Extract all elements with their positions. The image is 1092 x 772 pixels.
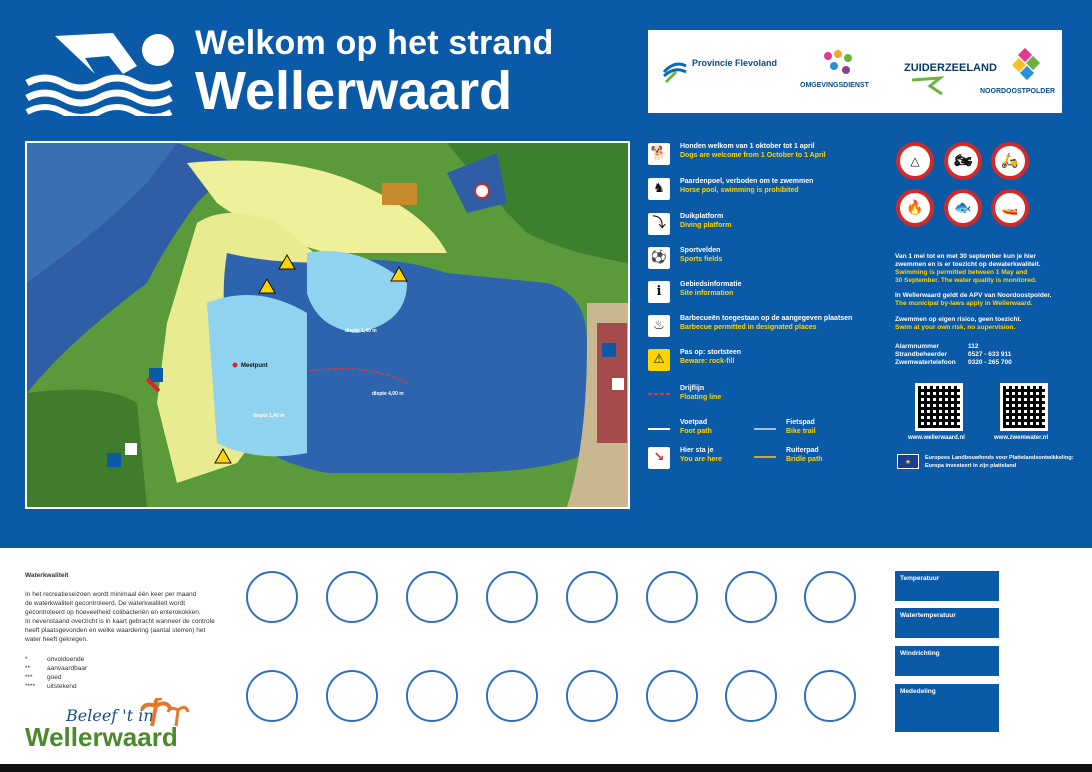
info-alarm-label: Alarmnummer bbox=[895, 343, 940, 350]
page-title-line2: Wellerwaard bbox=[195, 61, 513, 121]
flevoland-logo-icon bbox=[662, 58, 688, 84]
quality-circle-2-7[interactable] bbox=[725, 670, 777, 722]
quality-circle-2-8[interactable] bbox=[804, 670, 856, 722]
rating-label-1: onvoldoende bbox=[47, 656, 85, 663]
announcement-box[interactable] bbox=[895, 684, 999, 732]
water-quality-text-3: gecontroleerd op hoeveelheid colibacteriën en enterokokken. bbox=[25, 609, 201, 616]
wind-direction-box[interactable] bbox=[895, 646, 999, 676]
legend-sports-nl: Sportvelden bbox=[680, 247, 721, 254]
logo-noordoostpolder: NOORDOOSTPOLDER bbox=[980, 88, 1056, 95]
qr-link-wellerwaard[interactable]: www.wellerwaard.nl bbox=[908, 435, 965, 441]
bridlepath-line-icon bbox=[754, 455, 776, 459]
quality-circle-1-7[interactable] bbox=[725, 571, 777, 623]
logo-zuiderzeeland: ZUIDERZEELAND bbox=[904, 62, 997, 74]
info-icon: i bbox=[648, 281, 670, 303]
water-quality-heading: Waterkwaliteit bbox=[25, 572, 69, 579]
page-title-line1: Welkom op het strand bbox=[195, 24, 554, 62]
water-quality-text-1: In het recreatieseizoen wordt minimaal één keer per maand bbox=[25, 591, 197, 598]
water-quality-text-2: de waterkwaliteit gecontroleerd. De waterkwaliteit wordt bbox=[25, 600, 186, 607]
info-strand-label: Strandbeheerder bbox=[895, 351, 948, 358]
legend-item-sports bbox=[648, 247, 888, 277]
legend-bikepath-nl: Fietspad bbox=[786, 419, 815, 426]
footpath-line-icon bbox=[648, 427, 670, 431]
water-quality-text-5: heeft plaatsgevonden en welke waardering (aantal sterren) het bbox=[25, 627, 206, 634]
legend-sports-en: Sports fields bbox=[680, 256, 723, 263]
logo-omgevingsdienst: OMGEVINGSDIENST bbox=[800, 82, 869, 89]
info-apv-nl: In Wellerwaard geldt de APV van Noordoostpolder. bbox=[895, 292, 1052, 299]
water-temperature-box[interactable] bbox=[895, 608, 999, 638]
legend-warning-nl: Pas op: stortsteen bbox=[680, 349, 742, 356]
no-motorcycle-icon: 🏍 bbox=[944, 142, 982, 180]
sports-icon: ⚽ bbox=[648, 247, 670, 269]
dog-icon: 🐕 bbox=[648, 143, 670, 165]
legend-item-bridlepath bbox=[754, 447, 884, 477]
legend-bridlepath-en: Bridle path bbox=[786, 456, 823, 463]
map-drawing bbox=[27, 143, 628, 507]
logo-provincie: Provincie Flevoland bbox=[692, 58, 778, 68]
zuiderzeeland-logo-icon bbox=[910, 76, 944, 96]
legend-dogs-en: Dogs are welcome from 1 October to 1 April bbox=[680, 152, 826, 159]
no-moped-icon: 🛵 bbox=[991, 142, 1029, 180]
quality-circle-2-6[interactable] bbox=[646, 670, 698, 722]
legend-item-floatline bbox=[648, 385, 888, 415]
legend-item-warning bbox=[648, 349, 888, 379]
info-swim-en-1: Swimming is permitted between 1 May and bbox=[895, 269, 1028, 276]
quality-circle-2-1[interactable] bbox=[246, 670, 298, 722]
brand-tagline: Beleef 't in bbox=[66, 706, 154, 725]
info-swim-nl-1: Van 1 mei tot en met 30 september kun je hier bbox=[895, 253, 1036, 260]
horse-icon: ♞ bbox=[648, 178, 670, 200]
legend-bridlepath-nl: Ruiterpad bbox=[786, 447, 819, 454]
water-quality-text-4: In nevenstaand overzicht is in kaart gebracht wanneer de controle bbox=[25, 618, 215, 625]
quality-circle-2-2[interactable] bbox=[326, 670, 378, 722]
noordoostpolder-logo-icon bbox=[1010, 48, 1044, 82]
floating-line-icon bbox=[648, 391, 670, 397]
legend-item-horse bbox=[648, 178, 888, 208]
warning-icon: ⚠ bbox=[648, 349, 670, 371]
qr-code-wellerwaard[interactable] bbox=[915, 383, 963, 431]
legend-bbq-nl: Barbecueën toegestaan op de aangegeven plaatsen bbox=[680, 315, 853, 322]
rating-stars-4: **** bbox=[25, 683, 36, 690]
legend-bbq-en: Barbecue permitted in designated places bbox=[680, 324, 817, 331]
info-apv-en: The municipal by-laws apply in Wellerwaard. bbox=[895, 300, 1033, 307]
map-depth-label-2: diepte 1,40 m bbox=[253, 413, 285, 419]
quality-circle-1-5[interactable] bbox=[566, 571, 618, 623]
bbq-icon: ♨ bbox=[648, 315, 670, 337]
sponsor-logos bbox=[648, 30, 1062, 113]
rating-label-3: goed bbox=[47, 674, 62, 681]
legend-warning-en: Beware: rock-fill bbox=[680, 358, 735, 365]
legend-horse-en: Horse pool, swimming is prohibited bbox=[680, 187, 799, 194]
palm-tree-icon bbox=[140, 698, 190, 728]
legend-dogs-nl: Honden welkom van 1 oktober tot 1 april bbox=[680, 143, 815, 150]
legend-item-diving bbox=[648, 213, 888, 243]
legend-diving-en: Diving platform bbox=[680, 222, 732, 229]
rating-label-4: uitstekend bbox=[47, 683, 77, 690]
map-depth-label-1: diepte 1,40 m bbox=[345, 328, 377, 334]
qr-link-zwemwater[interactable]: www.zwemwater.nl bbox=[994, 435, 1049, 441]
quality-circle-2-4[interactable] bbox=[486, 670, 538, 722]
info-zwem-label: Zwemwatertelefoon bbox=[895, 359, 956, 366]
water-quality-text-6: water heeft gekregen. bbox=[25, 636, 88, 643]
quality-circle-1-6[interactable] bbox=[646, 571, 698, 623]
you-are-here-arrow-icon: ↘ bbox=[648, 447, 670, 469]
legend-item-info bbox=[648, 281, 888, 311]
water-temperature-label: Watertemperatuur bbox=[900, 612, 956, 619]
legend-item-bikepath bbox=[754, 419, 884, 449]
legend-horse-nl: Paardenpoel, verboden om te zwemmen bbox=[680, 178, 814, 185]
legend-floatline-nl: Drijflijn bbox=[680, 385, 705, 392]
eu-flag-icon: ★ bbox=[897, 454, 919, 469]
legend-item-dogs bbox=[648, 143, 888, 173]
info-risk-en: Swim at your own risk, no supervision. bbox=[895, 324, 1016, 331]
brand-name: Wellerwaard bbox=[25, 722, 178, 752]
info-risk-nl: Zwemmen op eigen risico, geen toezicht. bbox=[895, 316, 1022, 323]
rating-stars-2: ** bbox=[25, 665, 31, 672]
quality-circle-2-5[interactable] bbox=[566, 670, 618, 722]
temperature-label: Temperatuur bbox=[900, 575, 940, 582]
diving-icon: ⤵ bbox=[648, 213, 670, 235]
rating-stars-3: *** bbox=[25, 674, 33, 681]
info-eu-2: Europa investeert in zijn platteland bbox=[925, 463, 1017, 469]
info-swim-en-2: 30 September. The water quality is monitored. bbox=[895, 277, 1037, 284]
wind-direction-label: Windrichting bbox=[900, 650, 940, 657]
quality-circle-1-4[interactable] bbox=[486, 571, 538, 623]
rating-label-2: aanvaardbaar bbox=[47, 665, 88, 672]
map-depth-label-3: diepte 4,00 m bbox=[372, 391, 404, 397]
legend-info-en: Site information bbox=[680, 290, 734, 297]
legend-diving-nl: Duikplatform bbox=[680, 213, 724, 220]
omgevingsdienst-logo-icon bbox=[820, 48, 858, 78]
legend-footpath-nl: Voetpad bbox=[680, 419, 708, 426]
info-eu-1: Europees Landbouwfonds voor Plattelandsontwikkeling: bbox=[925, 455, 1074, 461]
info-strand-value: 0527 - 633 911 bbox=[968, 351, 1012, 358]
info-alarm-value: 112 bbox=[968, 343, 979, 350]
info-swim-nl-2: zwemmen en is er toezicht op dewaterkwaliteit. bbox=[895, 261, 1041, 268]
swimmer-icon bbox=[25, 28, 180, 116]
qr-code-zwemwater[interactable] bbox=[1000, 383, 1048, 431]
map-meetpunt-label: Meetpunt bbox=[241, 363, 268, 369]
quality-circle-2-3[interactable] bbox=[406, 670, 458, 722]
announcement-label: Mededeling bbox=[900, 688, 936, 695]
warning-triangle-sign-icon: △ bbox=[896, 142, 934, 180]
legend-youarehere-en: You are here bbox=[680, 456, 722, 463]
quality-circle-1-2[interactable] bbox=[326, 571, 378, 623]
legend-info-nl: Gebiedsinformatie bbox=[680, 281, 742, 288]
temperature-box[interactable] bbox=[895, 571, 999, 601]
legend-youarehere-nl: Hier sta je bbox=[680, 447, 714, 454]
quality-circle-1-3[interactable] bbox=[406, 571, 458, 623]
rating-stars-1: * bbox=[25, 656, 28, 663]
bikepath-line-icon bbox=[754, 427, 776, 431]
legend-bikepath-en: Bike trail bbox=[786, 428, 816, 435]
bottom-border bbox=[0, 764, 1092, 772]
area-map bbox=[25, 141, 630, 509]
quality-circle-1-8[interactable] bbox=[804, 571, 856, 623]
legend-footpath-en: Foot path bbox=[680, 428, 712, 435]
info-zwem-value: 0320 - 265 700 bbox=[968, 359, 1012, 366]
no-fire-icon: 🔥 bbox=[896, 189, 934, 227]
legend-item-bbq bbox=[648, 315, 888, 345]
no-jetski-icon: 🚤 bbox=[991, 189, 1029, 227]
no-fishing-icon: 🐟 bbox=[944, 189, 982, 227]
quality-circle-1-1[interactable] bbox=[246, 571, 298, 623]
legend-floatline-en: Floating line bbox=[680, 394, 722, 401]
